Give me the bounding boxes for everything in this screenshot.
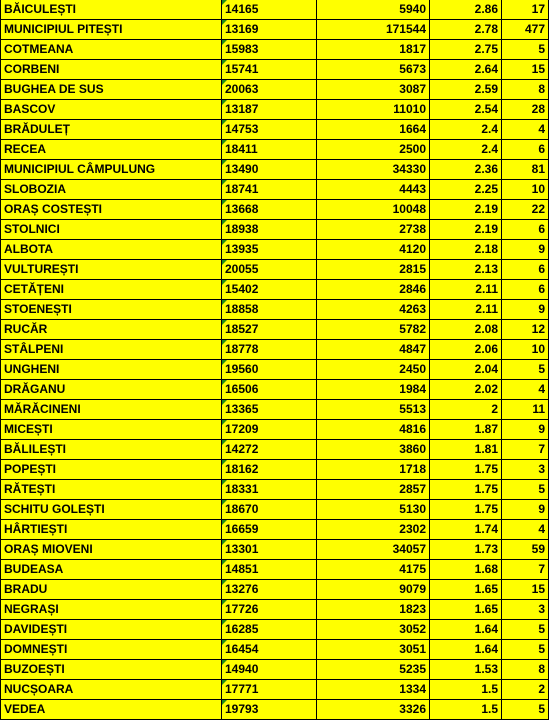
siruta-code-cell[interactable]: 18411 bbox=[222, 140, 317, 160]
ratio-cell[interactable]: 2.13 bbox=[430, 260, 502, 280]
locality-name-cell[interactable]: BRĂDULEȚ bbox=[1, 120, 222, 140]
siruta-code-cell[interactable]: 18778 bbox=[222, 340, 317, 360]
count-cell[interactable]: 4 bbox=[502, 520, 549, 540]
table-row bbox=[1, 700, 549, 720]
population-cell[interactable]: 10048 bbox=[317, 200, 430, 220]
population-cell[interactable]: 3326 bbox=[317, 700, 430, 720]
ratio-cell[interactable]: 1.75 bbox=[430, 460, 502, 480]
count-cell[interactable]: 59 bbox=[502, 540, 549, 560]
table-row bbox=[1, 220, 549, 240]
ratio-cell[interactable]: 1.65 bbox=[430, 580, 502, 600]
count-cell[interactable]: 6 bbox=[502, 280, 549, 300]
locality-name-cell[interactable]: CORBENI bbox=[1, 60, 222, 80]
population-cell[interactable]: 5513 bbox=[317, 400, 430, 420]
ratio-cell[interactable]: 1.68 bbox=[430, 560, 502, 580]
locality-name-cell[interactable]: STOENEȘTI bbox=[1, 300, 222, 320]
table-row bbox=[1, 320, 549, 340]
count-cell[interactable]: 4 bbox=[502, 380, 549, 400]
locality-name-cell[interactable]: BRADU bbox=[1, 580, 222, 600]
siruta-code-cell[interactable]: 18670 bbox=[222, 500, 317, 520]
population-cell[interactable]: 4120 bbox=[317, 240, 430, 260]
locality-name-cell[interactable]: NUCȘOARA bbox=[1, 680, 222, 700]
siruta-code-cell[interactable]: 18741 bbox=[222, 180, 317, 200]
population-cell[interactable]: 2302 bbox=[317, 520, 430, 540]
siruta-code-cell[interactable]: 13935 bbox=[222, 240, 317, 260]
ratio-cell[interactable]: 1.75 bbox=[430, 500, 502, 520]
locality-name-cell[interactable]: BUDEASA bbox=[1, 560, 222, 580]
table-row bbox=[1, 100, 549, 120]
population-cell[interactable]: 2738 bbox=[317, 220, 430, 240]
count-cell[interactable]: 8 bbox=[502, 80, 549, 100]
locality-name-cell[interactable]: BASCOV bbox=[1, 100, 222, 120]
count-cell[interactable]: 15 bbox=[502, 580, 549, 600]
siruta-code-cell[interactable]: 14851 bbox=[222, 560, 317, 580]
siruta-code-cell[interactable]: 14753 bbox=[222, 120, 317, 140]
population-cell[interactable]: 3052 bbox=[317, 620, 430, 640]
table-row bbox=[1, 40, 549, 60]
ratio-cell[interactable]: 2.08 bbox=[430, 320, 502, 340]
locality-name-cell[interactable]: COTMEANA bbox=[1, 40, 222, 60]
locality-name-cell[interactable]: SCHITU GOLEȘTI bbox=[1, 500, 222, 520]
population-cell[interactable]: 2815 bbox=[317, 260, 430, 280]
population-cell[interactable]: 9079 bbox=[317, 580, 430, 600]
ratio-cell[interactable]: 2.06 bbox=[430, 340, 502, 360]
locality-name-cell[interactable]: MUNICIPIUL PITEȘTI bbox=[1, 20, 222, 40]
table-row bbox=[1, 660, 549, 680]
table-row bbox=[1, 540, 549, 560]
ratio-cell[interactable]: 2.18 bbox=[430, 240, 502, 260]
ratio-cell[interactable]: 2.75 bbox=[430, 40, 502, 60]
table-row bbox=[1, 420, 549, 440]
siruta-code-cell[interactable]: 19560 bbox=[222, 360, 317, 380]
count-cell[interactable]: 2 bbox=[502, 680, 549, 700]
locality-name-cell[interactable]: BUZOEȘTI bbox=[1, 660, 222, 680]
count-cell[interactable]: 10 bbox=[502, 340, 549, 360]
count-cell[interactable]: 9 bbox=[502, 300, 549, 320]
table-row bbox=[1, 120, 549, 140]
siruta-code-cell[interactable]: 13668 bbox=[222, 200, 317, 220]
table-row bbox=[1, 440, 549, 460]
table-row bbox=[1, 20, 549, 40]
locality-name-cell[interactable]: HÂRTIEȘTI bbox=[1, 520, 222, 540]
count-cell[interactable]: 12 bbox=[502, 320, 549, 340]
count-cell[interactable]: 6 bbox=[502, 220, 549, 240]
count-cell[interactable]: 8 bbox=[502, 660, 549, 680]
ratio-cell[interactable]: 1.53 bbox=[430, 660, 502, 680]
table-row bbox=[1, 680, 549, 700]
table-row bbox=[1, 300, 549, 320]
table-row bbox=[1, 620, 549, 640]
count-cell[interactable]: 6 bbox=[502, 140, 549, 160]
count-cell[interactable]: 4 bbox=[502, 120, 549, 140]
siruta-code-cell[interactable]: 13169 bbox=[222, 20, 317, 40]
locality-name-cell[interactable]: RECEA bbox=[1, 140, 222, 160]
siruta-code-cell[interactable]: 15402 bbox=[222, 280, 317, 300]
population-cell[interactable]: 2500 bbox=[317, 140, 430, 160]
locality-name-cell[interactable]: ALBOTA bbox=[1, 240, 222, 260]
population-cell[interactable]: 5130 bbox=[317, 500, 430, 520]
locality-name-cell[interactable]: UNGHENI bbox=[1, 360, 222, 380]
population-cell[interactable]: 5782 bbox=[317, 320, 430, 340]
locality-name-cell[interactable]: RĂTEȘTI bbox=[1, 480, 222, 500]
population-cell[interactable]: 3860 bbox=[317, 440, 430, 460]
population-cell[interactable]: 4816 bbox=[317, 420, 430, 440]
table-row bbox=[1, 480, 549, 500]
ratio-cell[interactable]: 1.64 bbox=[430, 640, 502, 660]
locality-name-cell[interactable]: DOMNEȘTI bbox=[1, 640, 222, 660]
table-row bbox=[1, 140, 549, 160]
count-cell[interactable]: 11 bbox=[502, 400, 549, 420]
table-row bbox=[1, 360, 549, 380]
siruta-code-cell[interactable]: 16506 bbox=[222, 380, 317, 400]
siruta-code-cell[interactable]: 18162 bbox=[222, 460, 317, 480]
population-cell[interactable]: 171544 bbox=[317, 20, 430, 40]
population-cell[interactable]: 3051 bbox=[317, 640, 430, 660]
count-cell[interactable]: 9 bbox=[502, 500, 549, 520]
ratio-cell[interactable]: 2.25 bbox=[430, 180, 502, 200]
count-cell[interactable]: 28 bbox=[502, 100, 549, 120]
locality-name-cell[interactable]: CETĂȚENI bbox=[1, 280, 222, 300]
siruta-code-cell[interactable]: 14940 bbox=[222, 660, 317, 680]
population-cell[interactable]: 4175 bbox=[317, 560, 430, 580]
count-cell[interactable]: 7 bbox=[502, 440, 549, 460]
locality-name-cell[interactable]: DRĂGANU bbox=[1, 380, 222, 400]
population-cell[interactable]: 5235 bbox=[317, 660, 430, 680]
count-cell[interactable]: 5 bbox=[502, 40, 549, 60]
population-cell[interactable]: 4263 bbox=[317, 300, 430, 320]
count-cell[interactable]: 7 bbox=[502, 560, 549, 580]
ratio-cell[interactable]: 2.02 bbox=[430, 380, 502, 400]
ratio-cell[interactable]: 1.64 bbox=[430, 620, 502, 640]
siruta-code-cell[interactable]: 14165 bbox=[222, 0, 317, 20]
locality-name-cell[interactable]: MĂRĂCINENI bbox=[1, 400, 222, 420]
ratio-cell[interactable]: 2.59 bbox=[430, 80, 502, 100]
siruta-code-cell[interactable]: 14272 bbox=[222, 440, 317, 460]
table-body bbox=[1, 0, 549, 720]
locality-name-cell[interactable]: BĂLILEȘTI bbox=[1, 440, 222, 460]
population-cell[interactable]: 1718 bbox=[317, 460, 430, 480]
table-row bbox=[1, 560, 549, 580]
table-row bbox=[1, 200, 549, 220]
siruta-code-cell[interactable]: 15741 bbox=[222, 60, 317, 80]
siruta-code-cell[interactable]: 13187 bbox=[222, 100, 317, 120]
count-cell[interactable]: 5 bbox=[502, 480, 549, 500]
population-cell[interactable]: 5673 bbox=[317, 60, 430, 80]
ratio-cell[interactable]: 1.74 bbox=[430, 520, 502, 540]
count-cell[interactable]: 10 bbox=[502, 180, 549, 200]
count-cell[interactable]: 3 bbox=[502, 600, 549, 620]
siruta-code-cell[interactable]: 16659 bbox=[222, 520, 317, 540]
population-cell[interactable]: 2450 bbox=[317, 360, 430, 380]
siruta-code-cell[interactable]: 13276 bbox=[222, 580, 317, 600]
siruta-code-cell[interactable]: 20055 bbox=[222, 260, 317, 280]
locality-name-cell[interactable]: STOLNICI bbox=[1, 220, 222, 240]
population-cell[interactable]: 1817 bbox=[317, 40, 430, 60]
siruta-code-cell[interactable]: 13365 bbox=[222, 400, 317, 420]
ratio-cell[interactable]: 2.64 bbox=[430, 60, 502, 80]
ratio-cell[interactable]: 2.19 bbox=[430, 200, 502, 220]
ratio-cell[interactable]: 1.75 bbox=[430, 480, 502, 500]
population-cell[interactable]: 3087 bbox=[317, 80, 430, 100]
ratio-cell[interactable]: 1.81 bbox=[430, 440, 502, 460]
siruta-code-cell[interactable]: 20063 bbox=[222, 80, 317, 100]
population-cell[interactable]: 1334 bbox=[317, 680, 430, 700]
ratio-cell[interactable]: 2.4 bbox=[430, 140, 502, 160]
ratio-cell[interactable]: 2.54 bbox=[430, 100, 502, 120]
siruta-code-cell[interactable]: 18858 bbox=[222, 300, 317, 320]
count-cell[interactable]: 17 bbox=[502, 0, 549, 20]
siruta-code-cell[interactable]: 18527 bbox=[222, 320, 317, 340]
ratio-cell[interactable]: 2.36 bbox=[430, 160, 502, 180]
table-row bbox=[1, 260, 549, 280]
table-row bbox=[1, 280, 549, 300]
siruta-code-cell[interactable]: 17771 bbox=[222, 680, 317, 700]
population-cell[interactable]: 1664 bbox=[317, 120, 430, 140]
population-cell[interactable]: 1984 bbox=[317, 380, 430, 400]
table-row bbox=[1, 0, 549, 20]
locality-name-cell[interactable]: MUNICIPIUL CÂMPULUNG bbox=[1, 160, 222, 180]
count-cell[interactable]: 81 bbox=[502, 160, 549, 180]
count-cell[interactable]: 5 bbox=[502, 620, 549, 640]
table-row bbox=[1, 400, 549, 420]
table-row bbox=[1, 520, 549, 540]
count-cell[interactable]: 6 bbox=[502, 260, 549, 280]
count-cell[interactable]: 477 bbox=[502, 20, 549, 40]
siruta-code-cell[interactable]: 16285 bbox=[222, 620, 317, 640]
locality-name-cell[interactable]: VULTUREȘTI bbox=[1, 260, 222, 280]
locality-name-cell[interactable]: NEGRAȘI bbox=[1, 600, 222, 620]
population-cell[interactable]: 4847 bbox=[317, 340, 430, 360]
table-row bbox=[1, 340, 549, 360]
table-row bbox=[1, 640, 549, 660]
population-cell[interactable]: 34057 bbox=[317, 540, 430, 560]
count-cell[interactable]: 5 bbox=[502, 360, 549, 380]
population-cell[interactable]: 11010 bbox=[317, 100, 430, 120]
table-row bbox=[1, 180, 549, 200]
siruta-code-cell[interactable]: 13301 bbox=[222, 540, 317, 560]
ratio-cell[interactable]: 1.65 bbox=[430, 600, 502, 620]
ratio-cell[interactable]: 2.04 bbox=[430, 360, 502, 380]
ratio-cell[interactable]: 2.19 bbox=[430, 220, 502, 240]
siruta-code-cell[interactable]: 19793 bbox=[222, 700, 317, 720]
ratio-cell[interactable]: 2.4 bbox=[430, 120, 502, 140]
ratio-cell[interactable]: 2.11 bbox=[430, 280, 502, 300]
ratio-cell[interactable]: 1.5 bbox=[430, 680, 502, 700]
table-row bbox=[1, 380, 549, 400]
siruta-code-cell[interactable]: 17209 bbox=[222, 420, 317, 440]
locality-name-cell[interactable]: ORAȘ MIOVENI bbox=[1, 540, 222, 560]
siruta-code-cell[interactable]: 16454 bbox=[222, 640, 317, 660]
population-cell[interactable]: 4443 bbox=[317, 180, 430, 200]
ratio-cell[interactable]: 2.78 bbox=[430, 20, 502, 40]
locality-name-cell[interactable]: SLOBOZIA bbox=[1, 180, 222, 200]
population-cell[interactable]: 34330 bbox=[317, 160, 430, 180]
count-cell[interactable]: 9 bbox=[502, 240, 549, 260]
siruta-code-cell[interactable]: 18938 bbox=[222, 220, 317, 240]
count-cell[interactable]: 5 bbox=[502, 700, 549, 720]
table-row bbox=[1, 580, 549, 600]
siruta-code-cell[interactable]: 18331 bbox=[222, 480, 317, 500]
table-row bbox=[1, 600, 549, 620]
population-cell[interactable]: 1823 bbox=[317, 600, 430, 620]
locality-name-cell[interactable]: POPEȘTI bbox=[1, 460, 222, 480]
locality-name-cell[interactable]: MICEȘTI bbox=[1, 420, 222, 440]
locality-name-cell[interactable]: BĂICULEȘTI bbox=[1, 0, 222, 20]
ratio-cell[interactable]: 2.11 bbox=[430, 300, 502, 320]
count-cell[interactable]: 15 bbox=[502, 60, 549, 80]
siruta-code-cell[interactable]: 15983 bbox=[222, 40, 317, 60]
ratio-cell[interactable]: 1.5 bbox=[430, 700, 502, 720]
population-cell[interactable]: 5940 bbox=[317, 0, 430, 20]
count-cell[interactable]: 22 bbox=[502, 200, 549, 220]
ratio-cell[interactable]: 1.87 bbox=[430, 420, 502, 440]
locality-name-cell[interactable]: ORAȘ COSTEȘTI bbox=[1, 200, 222, 220]
population-cell[interactable]: 2846 bbox=[317, 280, 430, 300]
locality-name-cell[interactable]: STÂLPENI bbox=[1, 340, 222, 360]
count-cell[interactable]: 9 bbox=[502, 420, 549, 440]
locality-name-cell[interactable]: DAVIDEȘTI bbox=[1, 620, 222, 640]
count-cell[interactable]: 5 bbox=[502, 640, 549, 660]
ratio-cell[interactable]: 2 bbox=[430, 400, 502, 420]
population-cell[interactable]: 2857 bbox=[317, 480, 430, 500]
table-row bbox=[1, 60, 549, 80]
ratio-cell[interactable]: 1.73 bbox=[430, 540, 502, 560]
table-row bbox=[1, 460, 549, 480]
locality-name-cell[interactable]: BUGHEA DE SUS bbox=[1, 80, 222, 100]
table-row bbox=[1, 80, 549, 100]
table-row bbox=[1, 240, 549, 260]
locality-name-cell[interactable]: RUCĂR bbox=[1, 320, 222, 340]
locality-name-cell[interactable]: VEDEA bbox=[1, 700, 222, 720]
count-cell[interactable]: 3 bbox=[502, 460, 549, 480]
siruta-code-cell[interactable]: 13490 bbox=[222, 160, 317, 180]
table-row bbox=[1, 160, 549, 180]
siruta-code-cell[interactable]: 17726 bbox=[222, 600, 317, 620]
ratio-cell[interactable]: 2.86 bbox=[430, 0, 502, 20]
table-row bbox=[1, 500, 549, 520]
